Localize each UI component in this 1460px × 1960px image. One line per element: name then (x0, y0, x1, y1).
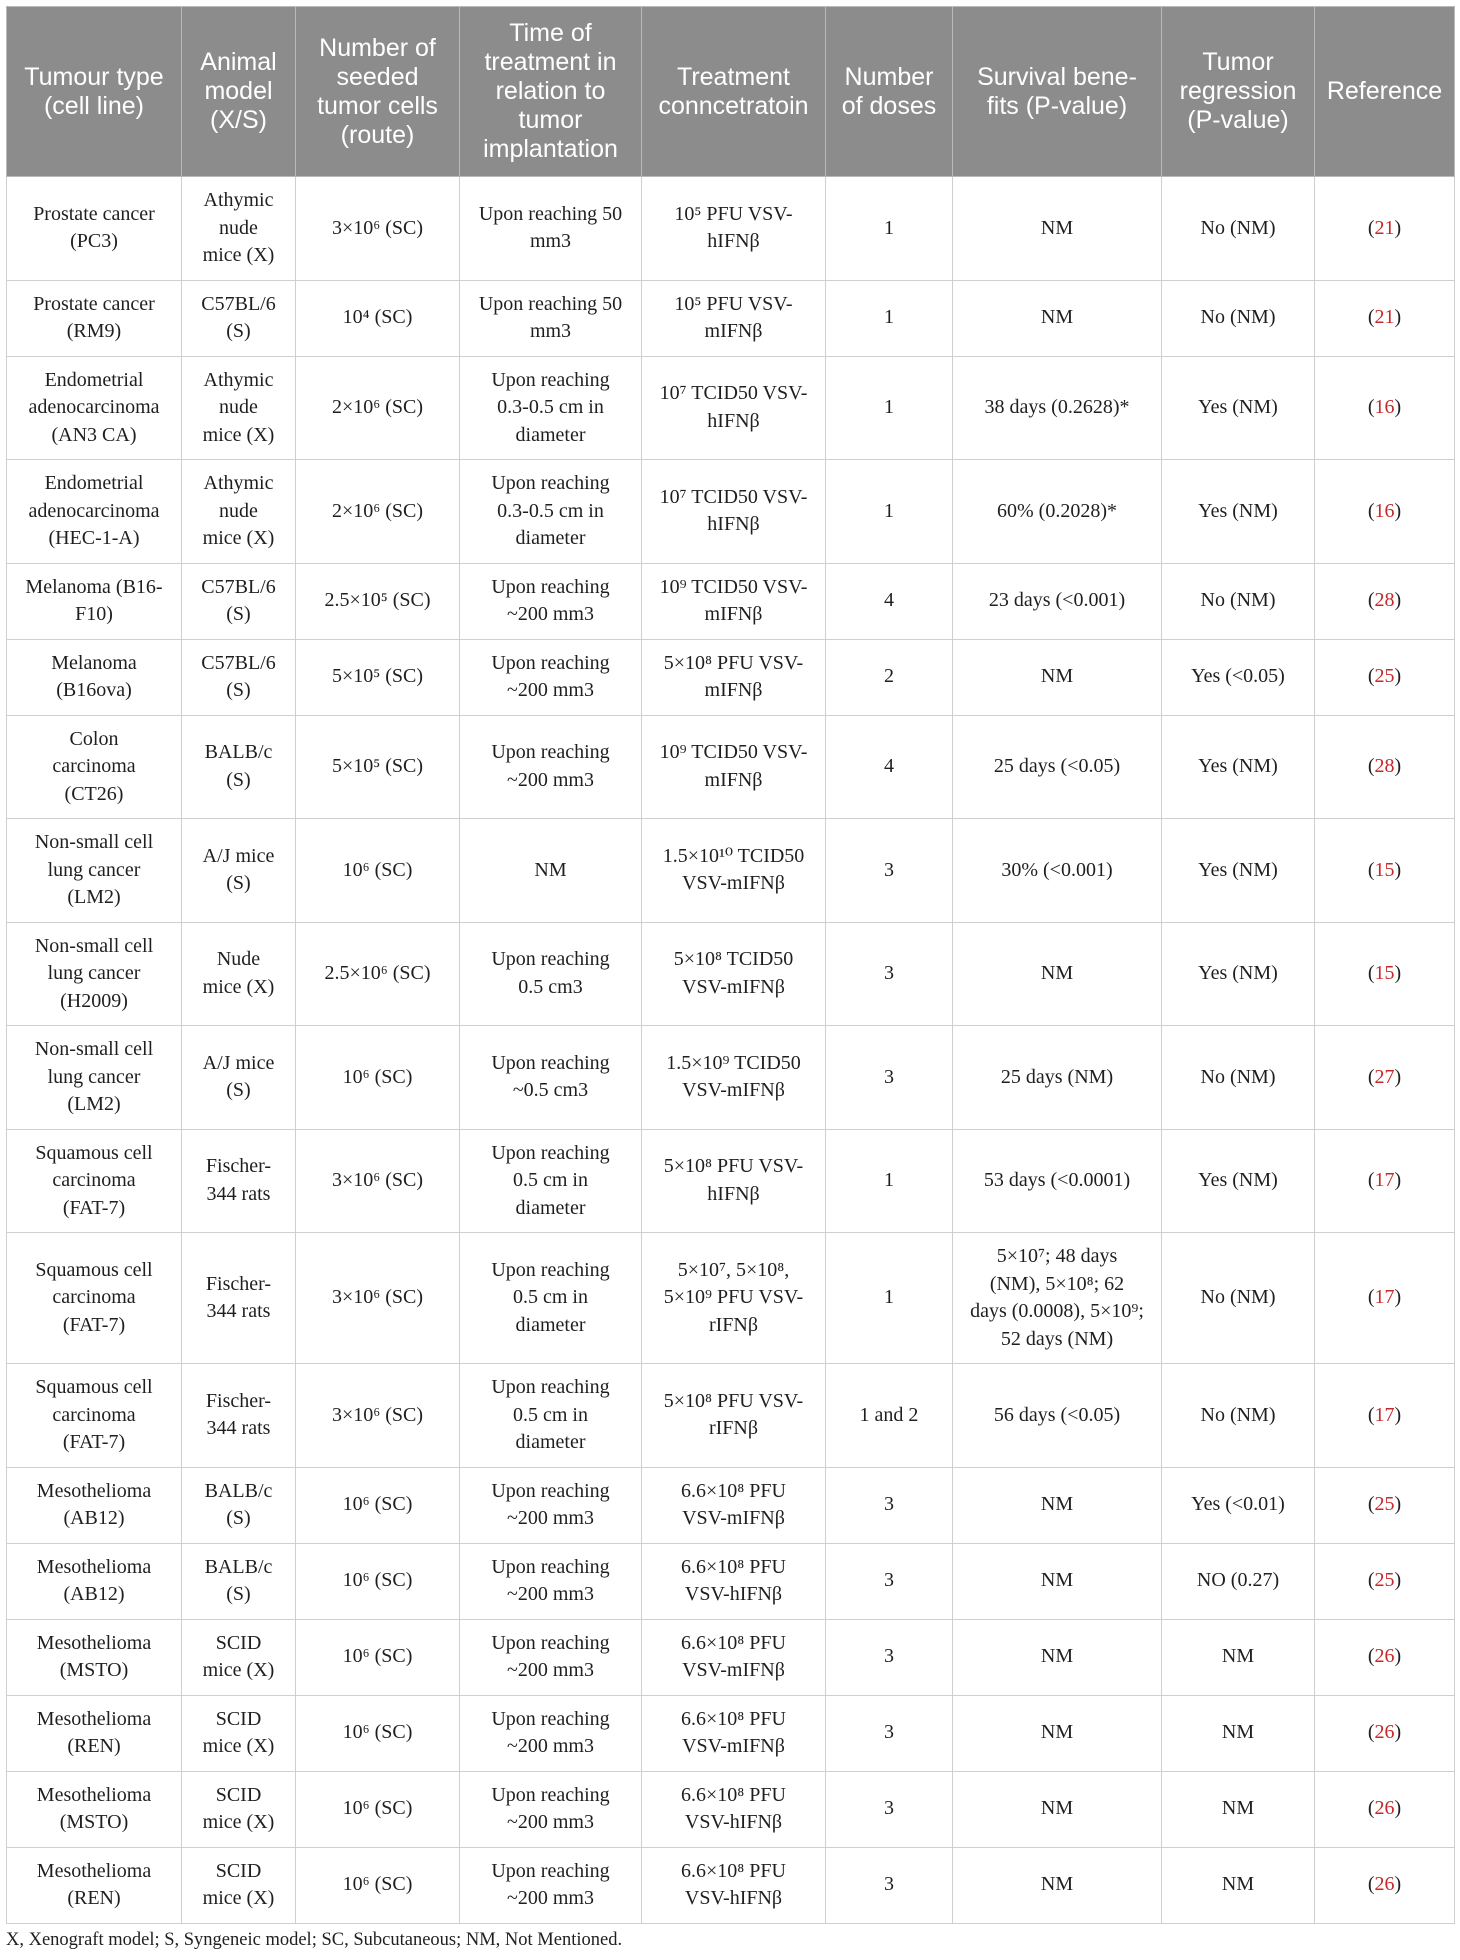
cell-number-of-doses: 3 (826, 1026, 953, 1130)
table-row (7, 280, 1455, 356)
header-tumor-regression: Tumor regression (P-value) (1162, 7, 1315, 177)
reference-link[interactable]: ( 17 ) (1368, 1404, 1401, 1426)
cell-survival-benefit: NM (953, 280, 1162, 356)
cell-number-of-doses: 4 (826, 715, 953, 819)
cell-tumour-type: Melanoma (B16- F10) (7, 563, 182, 639)
cell-seeded-tumor-cells: 10⁶ (SC) (296, 1619, 460, 1695)
cell-tumor-regression: No (NM) (1162, 1233, 1315, 1364)
cell-treatment-concentration: 6.6×10⁸ PFU VSV-mIFNβ (642, 1619, 826, 1695)
cell-tumor-regression: NM (1162, 1847, 1315, 1923)
cell-treatment-concentration: 5×10⁸ PFU VSV- hIFNβ (642, 1129, 826, 1233)
table-row (7, 1543, 1455, 1619)
cell-seeded-tumor-cells: 2.5×10⁶ (SC) (296, 922, 460, 1026)
cell-tumor-regression: No (NM) (1162, 177, 1315, 281)
cell-treatment-time: Upon reaching ~200 mm3 (460, 1467, 642, 1543)
table-row (7, 177, 1455, 281)
cell-number-of-doses: 3 (826, 922, 953, 1026)
cell-treatment-time: NM (460, 819, 642, 923)
header-tumour-type: Tumour type (cell line) (7, 7, 182, 177)
cell-animal-model: Fischer- 344 rats (182, 1233, 296, 1364)
cell-reference (1315, 563, 1455, 639)
cell-tumor-regression: Yes (NM) (1162, 356, 1315, 460)
cell-number-of-doses: 4 (826, 563, 953, 639)
cell-survival-benefit: NM (953, 639, 1162, 715)
cell-treatment-concentration: 10⁹ TCID50 VSV- mIFNβ (642, 563, 826, 639)
table-row (7, 1026, 1455, 1130)
cell-animal-model: A/J mice (S) (182, 1026, 296, 1130)
cell-survival-benefit: NM (953, 1695, 1162, 1771)
cell-treatment-concentration: 10⁷ TCID50 VSV- hIFNβ (642, 460, 826, 564)
cell-reference (1315, 1467, 1455, 1543)
table-row (7, 1129, 1455, 1233)
cell-seeded-tumor-cells: 10⁶ (SC) (296, 819, 460, 923)
cell-treatment-time: Upon reaching ~200 mm3 (460, 1619, 642, 1695)
table-row (7, 1847, 1455, 1923)
cell-treatment-time: Upon reaching 50 mm3 (460, 280, 642, 356)
cell-tumour-type: Melanoma (B16ova) (7, 639, 182, 715)
cell-survival-benefit: 5×10⁷; 48 days (NM), 5×10⁸; 62 days (0.0008), 5×10⁹; 52 days (NM) (953, 1233, 1162, 1364)
cell-treatment-time: Upon reaching 0.3-0.5 cm in diameter (460, 460, 642, 564)
header-row (7, 7, 1455, 177)
cell-reference (1315, 1129, 1455, 1233)
cell-tumor-regression: No (NM) (1162, 1026, 1315, 1130)
cell-tumour-type: Mesothelioma (MSTO) (7, 1771, 182, 1847)
reference-link[interactable]: ( 28 ) (1368, 589, 1401, 611)
cell-number-of-doses: 3 (826, 1543, 953, 1619)
table-row (7, 1771, 1455, 1847)
header-reference: Reference (1315, 7, 1455, 177)
cell-treatment-concentration: 5×10⁸ PFU VSV- rIFNβ (642, 1364, 826, 1468)
cell-tumor-regression: NM (1162, 1771, 1315, 1847)
reference-link[interactable]: ( 15 ) (1368, 859, 1401, 881)
reference-link[interactable]: ( 25 ) (1368, 1569, 1401, 1591)
cell-treatment-concentration: 10⁵ PFU VSV- hIFNβ (642, 177, 826, 281)
cell-tumor-regression: Yes (<0.01) (1162, 1467, 1315, 1543)
cell-reference (1315, 1026, 1455, 1130)
cell-number-of-doses: 1 (826, 280, 953, 356)
reference-link[interactable]: ( 16 ) (1368, 396, 1401, 418)
cell-treatment-time: Upon reaching 0.5 cm in diameter (460, 1364, 642, 1468)
cell-reference (1315, 356, 1455, 460)
cell-tumour-type: Mesothelioma (REN) (7, 1847, 182, 1923)
cell-tumour-type: Mesothelioma (AB12) (7, 1543, 182, 1619)
cell-treatment-time: Upon reaching 0.5 cm3 (460, 922, 642, 1026)
cell-reference (1315, 1847, 1455, 1923)
header-treatment-time: Time of treatment in relation to tumor implantation (460, 7, 642, 177)
cell-survival-benefit: 25 days (NM) (953, 1026, 1162, 1130)
cell-tumor-regression: No (NM) (1162, 563, 1315, 639)
cell-animal-model: BALB/c (S) (182, 715, 296, 819)
cell-survival-benefit: NM (953, 1847, 1162, 1923)
cell-seeded-tumor-cells: 10⁶ (SC) (296, 1543, 460, 1619)
cell-animal-model: Nude mice (X) (182, 922, 296, 1026)
reference-link[interactable]: ( 21 ) (1368, 217, 1401, 239)
cell-treatment-time: Upon reaching ~200 mm3 (460, 639, 642, 715)
cell-survival-benefit: NM (953, 177, 1162, 281)
cell-tumour-type: Endometrial adenocarcinoma (AN3 CA) (7, 356, 182, 460)
cell-reference (1315, 1771, 1455, 1847)
cell-number-of-doses: 3 (826, 1771, 953, 1847)
cell-tumour-type: Endometrial adenocarcinoma (HEC-1-A) (7, 460, 182, 564)
reference-link[interactable]: ( 15 ) (1368, 962, 1401, 984)
header-number-of-doses: Number of doses (826, 7, 953, 177)
reference-link[interactable]: ( 28 ) (1368, 755, 1401, 777)
cell-treatment-concentration: 5×10⁸ TCID50 VSV-mIFNβ (642, 922, 826, 1026)
cell-number-of-doses: 3 (826, 819, 953, 923)
cell-treatment-time: Upon reaching ~200 mm3 (460, 715, 642, 819)
cell-treatment-time: Upon reaching ~200 mm3 (460, 1695, 642, 1771)
cell-tumour-type: Colon carcinoma (CT26) (7, 715, 182, 819)
cell-number-of-doses: 1 (826, 177, 953, 281)
cell-animal-model: C57BL/6 (S) (182, 563, 296, 639)
cell-animal-model: C57BL/6 (S) (182, 639, 296, 715)
cell-seeded-tumor-cells: 10⁴ (SC) (296, 280, 460, 356)
header-seeded-tumor-cells: Number of seeded tumor cells (route) (296, 7, 460, 177)
cell-reference (1315, 639, 1455, 715)
cell-treatment-time: Upon reaching 0.3-0.5 cm in diameter (460, 356, 642, 460)
reference-link[interactable]: ( 26 ) (1368, 1873, 1401, 1895)
reference-link[interactable]: ( 16 ) (1368, 500, 1401, 522)
cell-tumor-regression: Yes (NM) (1162, 922, 1315, 1026)
table-header (7, 7, 1455, 177)
cell-treatment-concentration: 5×10⁷, 5×10⁸, 5×10⁹ PFU VSV- rIFNβ (642, 1233, 826, 1364)
cell-treatment-time: Upon reaching ~200 mm3 (460, 563, 642, 639)
cell-tumour-type: Prostate cancer (RM9) (7, 280, 182, 356)
table-row (7, 639, 1455, 715)
table-row (7, 1695, 1455, 1771)
cell-survival-benefit: 56 days (<0.05) (953, 1364, 1162, 1468)
cell-seeded-tumor-cells: 5×10⁵ (SC) (296, 715, 460, 819)
cell-number-of-doses: 3 (826, 1695, 953, 1771)
cell-tumor-regression: NO (0.27) (1162, 1543, 1315, 1619)
cell-number-of-doses: 2 (826, 639, 953, 715)
cell-seeded-tumor-cells: 2×10⁶ (SC) (296, 460, 460, 564)
cell-treatment-time: Upon reaching 0.5 cm in diameter (460, 1129, 642, 1233)
cell-animal-model: SCID mice (X) (182, 1619, 296, 1695)
cell-reference (1315, 922, 1455, 1026)
cell-tumor-regression: NM (1162, 1695, 1315, 1771)
cell-tumour-type: Mesothelioma (REN) (7, 1695, 182, 1771)
cell-animal-model: C57BL/6 (S) (182, 280, 296, 356)
cell-tumor-regression: Yes (<0.05) (1162, 639, 1315, 715)
cell-reference (1315, 1543, 1455, 1619)
reference-link[interactable]: ( 27 ) (1368, 1066, 1401, 1088)
cell-animal-model: BALB/c (S) (182, 1467, 296, 1543)
reference-link[interactable]: ( 26 ) (1368, 1645, 1401, 1667)
cell-seeded-tumor-cells: 3×10⁶ (SC) (296, 1364, 460, 1468)
cell-animal-model: SCID mice (X) (182, 1771, 296, 1847)
cell-tumour-type: Squamous cell carcinoma (FAT-7) (7, 1233, 182, 1364)
cell-reference (1315, 177, 1455, 281)
cell-animal-model: SCID mice (X) (182, 1695, 296, 1771)
cell-tumor-regression: Yes (NM) (1162, 1129, 1315, 1233)
cell-reference (1315, 715, 1455, 819)
data-table (6, 6, 1455, 1924)
cell-tumor-regression: Yes (NM) (1162, 715, 1315, 819)
cell-seeded-tumor-cells: 10⁶ (SC) (296, 1467, 460, 1543)
reference-link[interactable]: ( 21 ) (1368, 306, 1401, 328)
cell-tumour-type: Mesothelioma (MSTO) (7, 1619, 182, 1695)
table-row (7, 1364, 1455, 1468)
table-row (7, 715, 1455, 819)
reference-link[interactable]: ( 25 ) (1368, 665, 1401, 687)
cell-survival-benefit: NM (953, 1619, 1162, 1695)
cell-tumour-type: Squamous cell carcinoma (FAT-7) (7, 1129, 182, 1233)
table-row (7, 1467, 1455, 1543)
table-footnote: X, Xenograft model; S, Syngeneic model; SC, Subcutaneous; NM, Not Mentioned. (6, 1930, 623, 1950)
table-body (7, 177, 1455, 1924)
cell-seeded-tumor-cells: 10⁶ (SC) (296, 1847, 460, 1923)
cell-treatment-concentration: 6.6×10⁸ PFU VSV-hIFNβ (642, 1771, 826, 1847)
header-treatment-concentration: Treatment conncetratoin (642, 7, 826, 177)
cell-seeded-tumor-cells: 3×10⁶ (SC) (296, 1233, 460, 1364)
cell-reference (1315, 819, 1455, 923)
cell-survival-benefit: 53 days (<0.0001) (953, 1129, 1162, 1233)
reference-link[interactable]: ( 25 ) (1368, 1493, 1401, 1515)
cell-animal-model: BALB/c (S) (182, 1543, 296, 1619)
table-row (7, 819, 1455, 923)
cell-survival-benefit: NM (953, 1543, 1162, 1619)
cell-survival-benefit: 25 days (<0.05) (953, 715, 1162, 819)
cell-animal-model: Athymic nude mice (X) (182, 356, 296, 460)
cell-seeded-tumor-cells: 3×10⁶ (SC) (296, 177, 460, 281)
cell-treatment-time: Upon reaching 50 mm3 (460, 177, 642, 281)
cell-tumour-type: Prostate cancer (PC3) (7, 177, 182, 281)
cell-survival-benefit: 60% (0.2028)* (953, 460, 1162, 564)
cell-treatment-concentration: 10⁵ PFU VSV- mIFNβ (642, 280, 826, 356)
cell-treatment-concentration: 1.5×10⁹ TCID50 VSV-mIFNβ (642, 1026, 826, 1130)
cell-number-of-doses: 3 (826, 1467, 953, 1543)
cell-treatment-concentration: 5×10⁸ PFU VSV- mIFNβ (642, 639, 826, 715)
cell-tumour-type: Squamous cell carcinoma (FAT-7) (7, 1364, 182, 1468)
reference-link[interactable]: ( 17 ) (1368, 1286, 1401, 1308)
cell-animal-model: Athymic nude mice (X) (182, 460, 296, 564)
cell-treatment-concentration: 1.5×10¹⁰ TCID50 VSV-mIFNβ (642, 819, 826, 923)
reference-link[interactable]: ( 26 ) (1368, 1797, 1401, 1819)
cell-reference (1315, 1619, 1455, 1695)
cell-treatment-time: Upon reaching 0.5 cm in diameter (460, 1233, 642, 1364)
cell-survival-benefit: NM (953, 922, 1162, 1026)
cell-treatment-time: Upon reaching ~200 mm3 (460, 1847, 642, 1923)
table-row (7, 460, 1455, 564)
table-row (7, 563, 1455, 639)
cell-animal-model: SCID mice (X) (182, 1847, 296, 1923)
cell-animal-model: Fischer- 344 rats (182, 1129, 296, 1233)
cell-number-of-doses: 1 (826, 356, 953, 460)
cell-treatment-concentration: 10⁷ TCID50 VSV- hIFNβ (642, 356, 826, 460)
cell-survival-benefit: 30% (<0.001) (953, 819, 1162, 923)
cell-treatment-time: Upon reaching ~0.5 cm3 (460, 1026, 642, 1130)
cell-number-of-doses: 1 and 2 (826, 1364, 953, 1468)
cell-animal-model: Athymic nude mice (X) (182, 177, 296, 281)
cell-seeded-tumor-cells: 2×10⁶ (SC) (296, 356, 460, 460)
cell-reference (1315, 1233, 1455, 1364)
cell-animal-model: A/J mice (S) (182, 819, 296, 923)
cell-survival-benefit: NM (953, 1467, 1162, 1543)
cell-seeded-tumor-cells: 10⁶ (SC) (296, 1695, 460, 1771)
cell-treatment-concentration: 6.6×10⁸ PFU VSV-hIFNβ (642, 1543, 826, 1619)
cell-treatment-concentration: 6.6×10⁸ PFU VSV-mIFNβ (642, 1695, 826, 1771)
cell-tumour-type: Non-small cell lung cancer (LM2) (7, 819, 182, 923)
cell-reference (1315, 460, 1455, 564)
cell-number-of-doses: 3 (826, 1847, 953, 1923)
reference-link[interactable]: ( 26 ) (1368, 1721, 1401, 1743)
cell-number-of-doses: 1 (826, 1233, 953, 1364)
cell-tumour-type: Non-small cell lung cancer (H2009) (7, 922, 182, 1026)
cell-reference (1315, 1695, 1455, 1771)
cell-treatment-time: Upon reaching ~200 mm3 (460, 1771, 642, 1847)
table-row (7, 922, 1455, 1026)
cell-tumor-regression: No (NM) (1162, 280, 1315, 356)
cell-tumour-type: Non-small cell lung cancer (LM2) (7, 1026, 182, 1130)
table-row (7, 1619, 1455, 1695)
cell-treatment-concentration: 6.6×10⁸ PFU VSV-mIFNβ (642, 1467, 826, 1543)
cell-tumor-regression: No (NM) (1162, 1364, 1315, 1468)
cell-tumour-type: Mesothelioma (AB12) (7, 1467, 182, 1543)
cell-number-of-doses: 1 (826, 1129, 953, 1233)
cell-seeded-tumor-cells: 10⁶ (SC) (296, 1771, 460, 1847)
table-row (7, 356, 1455, 460)
cell-reference (1315, 1364, 1455, 1468)
cell-seeded-tumor-cells: 10⁶ (SC) (296, 1026, 460, 1130)
cell-tumor-regression: NM (1162, 1619, 1315, 1695)
cell-treatment-concentration: 10⁹ TCID50 VSV- mIFNβ (642, 715, 826, 819)
cell-seeded-tumor-cells: 2.5×10⁵ (SC) (296, 563, 460, 639)
table-row (7, 1233, 1455, 1364)
cell-number-of-doses: 3 (826, 1619, 953, 1695)
header-animal-model: Animal model (X/S) (182, 7, 296, 177)
reference-link[interactable]: ( 17 ) (1368, 1169, 1401, 1191)
table-container (6, 6, 1454, 1924)
cell-seeded-tumor-cells: 5×10⁵ (SC) (296, 639, 460, 715)
cell-number-of-doses: 1 (826, 460, 953, 564)
cell-treatment-time: Upon reaching ~200 mm3 (460, 1543, 642, 1619)
header-survival-benefits: Survival bene- fits (P-value) (953, 7, 1162, 177)
cell-reference (1315, 280, 1455, 356)
cell-survival-benefit: 38 days (0.2628)* (953, 356, 1162, 460)
cell-survival-benefit: NM (953, 1771, 1162, 1847)
cell-seeded-tumor-cells: 3×10⁶ (SC) (296, 1129, 460, 1233)
cell-tumor-regression: Yes (NM) (1162, 460, 1315, 564)
cell-treatment-concentration: 6.6×10⁸ PFU VSV-hIFNβ (642, 1847, 826, 1923)
cell-tumor-regression: Yes (NM) (1162, 819, 1315, 923)
cell-survival-benefit: 23 days (<0.001) (953, 563, 1162, 639)
cell-animal-model: Fischer- 344 rats (182, 1364, 296, 1468)
